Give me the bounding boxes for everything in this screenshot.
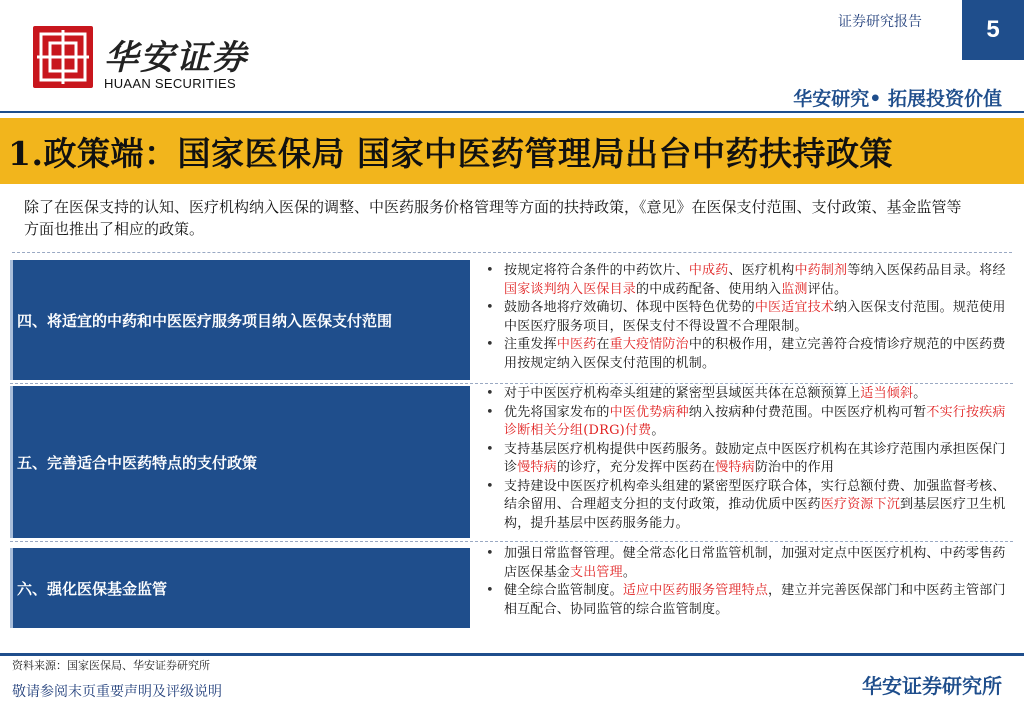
- footer-divider: [0, 653, 1024, 656]
- logo-seal-icon: [33, 26, 93, 88]
- page-title: 1.政策端：国家医保局 国家中医药管理局出台中药扶持政策: [8, 133, 893, 173]
- intro-divider: [12, 252, 1012, 253]
- source-note: 资料来源：国家医保局、华安证券研究所: [12, 659, 210, 672]
- bullet-text: 纳入医保支付范围。规范使用中医医疗服务项目，医保支付不得设置不合理限制。: [504, 300, 1006, 334]
- highlighted-text: 中医药: [556, 337, 597, 352]
- bullet-text: 。: [622, 564, 637, 580]
- bullet-item: [483, 262, 1013, 299]
- highlighted-text: 国家谈判纳入医保目录: [504, 281, 637, 297]
- bullet-text: 支持基层医疗机构提供中医药服务。鼓励定点中医医疗机构在其诊疗范围内承担医保门诊: [504, 441, 1006, 475]
- company-logo-mark: [33, 26, 93, 88]
- bullet-item: [483, 582, 1013, 619]
- bullet-text: 鼓励各地将疗效确切、体现中医特色优势的: [504, 300, 755, 315]
- bullet-item: [483, 441, 1013, 478]
- section-divider: [10, 383, 1013, 384]
- highlighted-text: 中医优势病种: [609, 404, 689, 420]
- highlighted-text: 中药制剂: [794, 263, 848, 278]
- title-banner: [0, 118, 1024, 184]
- highlighted-text: 医疗资源下沉: [820, 497, 901, 512]
- bullet-text: 。: [651, 423, 665, 438]
- section-divider: [10, 541, 1013, 542]
- section-label-4: 四、将适宜的中药和中医医疗服务项目纳入医保支付范围: [10, 260, 470, 380]
- bullet-text: 在: [596, 337, 610, 352]
- highlighted-text: 支出管理: [570, 564, 623, 580]
- bullet-text: 评估。: [807, 281, 848, 297]
- bullet-text: ，建立并完善医保部门和中医药主管部门相互配合、协同监管的综合监管制度。: [504, 583, 1006, 617]
- section-label-5: 五、完善适合中医药特点的支付政策: [10, 386, 470, 538]
- bullet-text: 对于中医医疗机构牵头组建的紧密型县域医共体在总额预算上: [504, 386, 861, 401]
- bullet-text: 防治中的作用: [754, 460, 835, 475]
- highlighted-text: 中成药: [688, 263, 729, 278]
- bullet-list-6: [483, 545, 1013, 619]
- highlighted-text: 慢特病: [517, 460, 557, 475]
- bullet-text: 到基层医疗卫生机构，提升基层中医药服务能力。: [504, 497, 1006, 531]
- bullet-text: 的诊疗，充分发挥中医药在: [556, 460, 716, 475]
- bullet-item: [483, 336, 1013, 373]
- bullet-text: 注重发挥: [504, 337, 557, 352]
- bullet-item: [483, 404, 1013, 441]
- bullet-text: 按规定将符合条件的中药饮片、: [504, 263, 689, 278]
- bullet-list-4: [483, 262, 1013, 373]
- bullet-text: 纳入按病种付费范围。中医医疗机构可暂: [688, 404, 927, 420]
- bullet-text: 加强日常监督管理。健全常态化日常监管机制，加强对定点中医医疗机构、中药零售药店医保基金: [504, 546, 1006, 580]
- bullet-text: 的中成药配备、使用纳入: [636, 281, 782, 297]
- footer-brand: 华安证券研究所: [862, 674, 1002, 698]
- bullet-text: 健全综合监管制度。: [504, 583, 623, 598]
- highlighted-text: 中医适宜技术: [754, 300, 835, 315]
- highlighted-text: 不实行按疾病诊断相关分组(DRG)付费: [504, 404, 1006, 438]
- bullet-item: [483, 299, 1013, 336]
- bullet-text: 。: [913, 386, 927, 401]
- highlighted-text: 监测: [781, 281, 808, 297]
- bullet-text: 、医疗机构: [728, 263, 795, 278]
- bullet-text: 支持建设中医医疗机构牵头组建的紧密型医疗联合体，实行总额付费、加强监督考核、结余留用、合理超支分担的支付政策，推动优质中医药: [504, 478, 1006, 512]
- bullet-item: [483, 478, 1013, 534]
- logo-text-en: HUAAN SECURITIES: [104, 76, 236, 91]
- bullet-item: [483, 385, 1013, 404]
- highlighted-text: 适应中医药服务管理特点: [622, 583, 769, 598]
- header-divider: [0, 111, 1024, 113]
- bullet-list-5: [483, 385, 1013, 533]
- section-label-6: 六、强化医保基金监管: [10, 548, 470, 628]
- bullet-item: [483, 545, 1013, 582]
- disclaimer-link[interactable]: 敬请参阅末页重要声明及评级说明: [12, 684, 222, 700]
- bullet-text: 等纳入医保药品目录。将经: [847, 263, 1006, 278]
- header-tagline: 华安研究• 拓展投资价值: [793, 88, 1002, 110]
- logo-text-cn: 华安证券: [104, 38, 248, 78]
- highlighted-text: 慢特病: [715, 460, 755, 475]
- highlighted-text: 适当倾斜: [860, 386, 914, 401]
- highlighted-text: 重大疫情防治: [609, 337, 689, 352]
- bullet-text: 中的积极作用，建立完善符合疫情诊疗规范的中医药费用按规定纳入医保支付范围的机制。: [504, 337, 1006, 371]
- report-type-label: 证券研究报告: [838, 14, 922, 30]
- bullet-text: 优先将国家发布的: [504, 404, 610, 420]
- page-number: 5: [962, 0, 1024, 60]
- intro-paragraph: 除了在医保支持的认知、医疗机构纳入医保的调整、中医药服务价格管理等方面的扶持政策，《意见》在医保支付范围、支付政策、基金监管等方面也推出了相应的政策。: [24, 198, 962, 238]
